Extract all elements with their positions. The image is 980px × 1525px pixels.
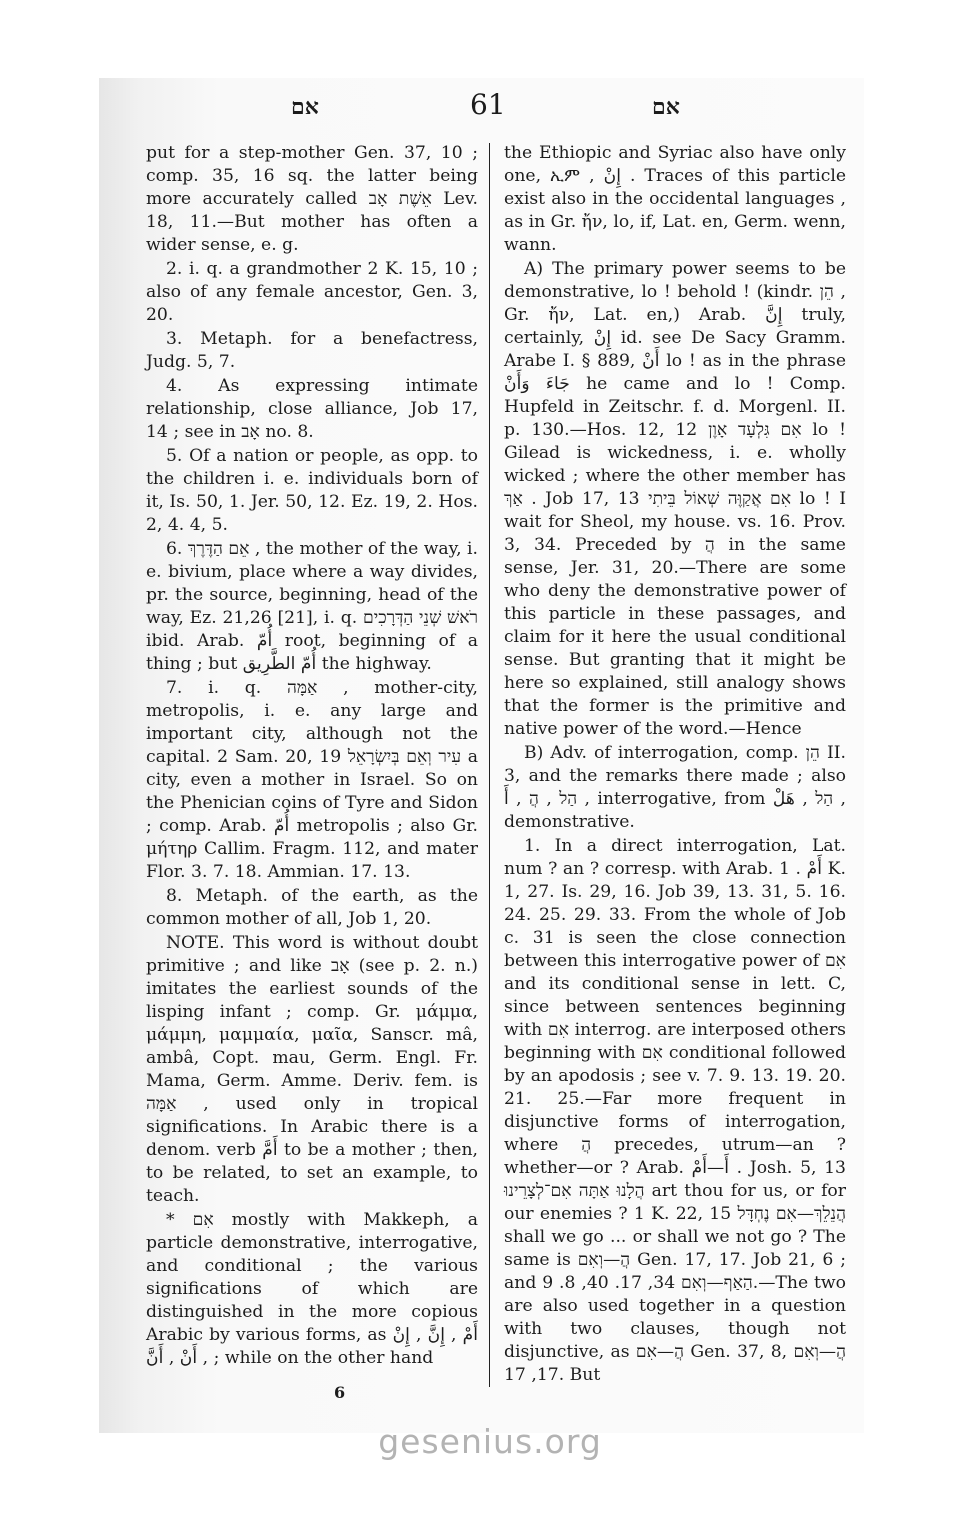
paragraph: the Ethiopic and Syriac also have only one, ኢም , إِنْ . Traces of this particle exist also in the occidental languages , as in Gr. ἤν, lo, if, Lat. en, Germ. wenn, wann.	[504, 143, 846, 255]
paragraph: 2. i. q. a grandmother 2 K. 15, 10 ; also of any female ancestor, Gen. 3, 20.	[146, 259, 478, 325]
column-divider	[489, 143, 490, 1387]
paragraph: 6. אֵם הַדֶּרֶךְ , the mother of the way, i. e. bivium, place where a way divides, pr. the source, beginning, head of the way, Ez. 21,26 [21], i. q. רֹאשׁ שְׁנֵי הַדְּרָכִים ibid. Arab. أُمّ root, beginning of a thing ; but أُمّ الطَّرِيق the highway.	[146, 539, 478, 674]
watermark: gesenius.org	[378, 1422, 602, 1461]
paragraph: 7. i. q. אַמָּה , mother-city, metropolis, i. e. any large and important city, although not the capital. 2 Sam. 20, 19 עִיר וְאֵם בְּיִשְׂרָאֵל a city, even a mother in Israel. So on the Phenician coins of Tyre and Sidon ; comp. Arab. أُمّ metropolis ; also Gr. μήτηρ Callim. Fragm. 112, and mater Flor. 3. 7. 18. Ammian. 17. 13.	[146, 678, 478, 882]
paragraph: 8. Metaph. of the earth, as the common mother of all, Job 1, 20.	[146, 886, 478, 929]
signature-mark: 6	[334, 1383, 346, 1402]
paragraph: put for a step-mother Gen. 37, 10 ; comp. 35, 16 sq. the latter being more accurately called אֵשֶׁת אָב Lev. 18, 11.—But mother has often a wider sense, e. g.	[146, 143, 478, 255]
page-number: 61	[470, 88, 506, 121]
note-paragraph: NOTE. This word is without doubt primitive ; and like אָב (see p. 2. n.) imitates the earliest sounds of the lisping infant ; comp. Gr. μάμμα, μάμμη, μαμμαία, μαῖα, Sanscr. mâ, ambâ, Copt. mau, Germ. Engl. Fr. Mama, Germ. Amme. Deriv. fem. is אַמָּה , used only in tropical significations. In Arabic there is a denom. verb أَمَّ to be a mother ; then, to be related, to set an example, to teach.	[146, 933, 478, 1206]
paragraph: A) The primary power seems to be demonstrative, lo ! behold ! (kindr. הֵן , Gr. ἤν, Lat. en,) Arab. إِنَّ truly, certainly, إِنْ id. see De Sacy Gramm. Arabe I. § 889, أَنْ lo ! as in the phrase جَاءَ وَأَنْ he came and lo ! Comp. Hupfeld in Zeitschr. f. d. Morgenl. II. p. 130.—Hos. 12, 12 אִם גִּלְעָד אָוֶן lo ! Gilead is wickedness, i. e. wholly wicked ; where the other member has אַךְ . Job 17, 13 אִם אֲקַוֶּה שְׁאוֹל בֵּיתִי lo ! I wait for Sheol, my house. vs. 16. Prov. 3, 34. Preceded by הֲ in the same sense, Jer. 31, 20.—There are some who deny the demonstrative power of this particle in these passages, and claim for it here the usual conditional sense. But granting that it might be here so explained, still analogy shows that the former is the primitive and native power of the word.—Hence	[504, 259, 847, 739]
entry-paragraph: * אִם mostly with Makkeph, a particle demonstrative, interrogative, and conditional ; the various significations of which are distinguished in the more copious Arabic by various forms, as أَمْ , إِنَّ , إِنْ , أَنْ , أَنَّ ; while on the other hand	[146, 1210, 479, 1368]
right-column	[504, 142, 846, 1388]
running-head-left: אם	[291, 94, 319, 120]
paragraph: 5. Of a nation or people, as opp. to the children i. e. individuals born of it, Is. 50, 1. Jer. 50, 12. Ez. 19, 2. Hos. 2, 4. 4, 5.	[146, 446, 478, 535]
paragraph: 3. Metaph. for a benefactress, Judg. 5, 7.	[146, 329, 478, 372]
running-head-right: אם	[652, 94, 680, 120]
paragraph: B) Adv. of interrogation, comp. הֵן II. 3, and the remarks there made ; also הַל , הֲ , أَ , interrogative, from הַל , هَلْ , demonstrative.	[504, 743, 846, 832]
paragraph: 4. As expressing intimate relationship, close alliance, Job 17, 14 ; see in אָב no. 8.	[146, 376, 478, 442]
paragraph: 1. In a direct interrogation, Lat. num ? an ? corresp. with Arab. أَمْ . 1 K. 1, 27. Is. 29, 16. Job 39, 13. 31, 5. 16. 24. 25. 29. 33. From the whole of Job c. 31 is seen the close connection between this interrogative power of אִם and its conditional sense in lett. C, since between sentences beginning with אִם interrog. are interposed others beginning with אִם conditional followed by an apodosis ; see v. 7. 9. 13. 19. 20. 21. 25.—Far more frequent in disjunctive forms of interrogation, where הֲ precedes, utrum—an ? whether—or ? Arab. أَ—أَمْ . Josh. 5, 13 הֲלָנוּ אַתָּה אִם־לְצָרֵינוּ art thou for us, or for our enemies ? 1 K. 22, 15 הֲנֵלֵךְ—אִם נֶחְדָּל shall we go ... or shall we not go ? The same is הֲ—וְאִם Gen. 17, 17. Job 21, 6 ; and הַאַף—וְאִם 34, 17. 40, 8. 9.—The two are also used together in a question with two clauses, though not disjunctive, as הֲ—אִם Gen. 37, 8, הֲ—וְאִם 17, 17. But	[504, 836, 847, 1385]
left-column	[146, 142, 478, 1371]
